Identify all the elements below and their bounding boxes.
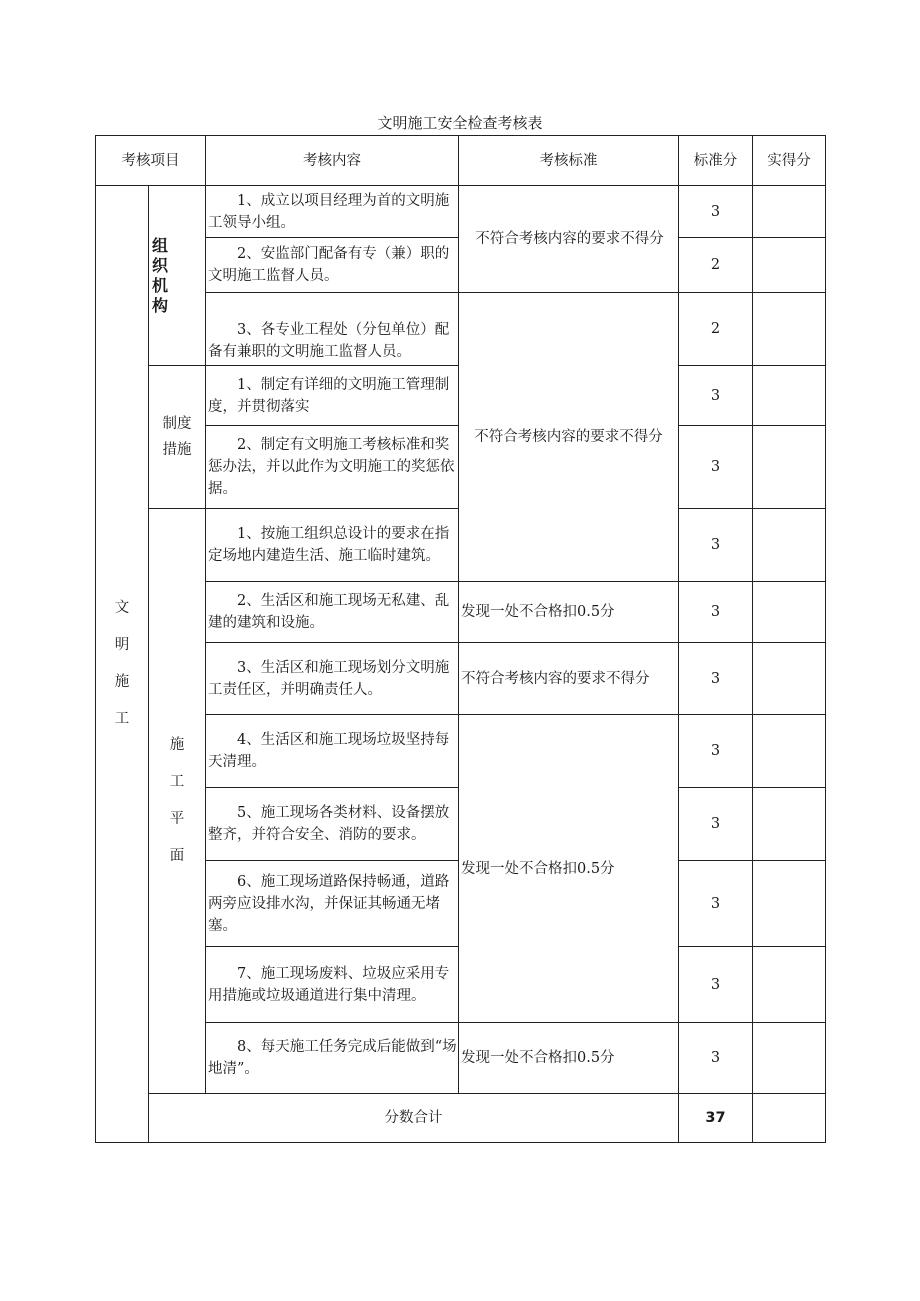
content-cell: 2、制定有文明施工考核标准和奖惩办法，并以此作为文明施工的奖惩依据。 bbox=[206, 426, 459, 509]
content-cell: 3、各专业工程处（分包单位）配备有兼职的文明施工监督人员。 bbox=[206, 293, 459, 366]
std-score-cell: 3 bbox=[679, 861, 753, 947]
actual-score-cell[interactable] bbox=[753, 1023, 826, 1094]
std-score-cell: 3 bbox=[679, 582, 753, 643]
content-cell: 1、制定有详细的文明施工管理制度，并贯彻落实 bbox=[206, 366, 459, 426]
content-cell: 1、按施工组织总设计的要求在指定场地内建造生活、施工临时建筑。 bbox=[206, 509, 459, 582]
standard-cell: 不符合考核内容的要求不得分 bbox=[459, 643, 679, 715]
table-row bbox=[96, 715, 826, 788]
group-system: 制度 措施 bbox=[149, 366, 206, 509]
actual-score-cell[interactable] bbox=[753, 582, 826, 643]
content-cell: 7、施工现场废料、垃圾应采用专用措施或垃圾通道进行集中清理。 bbox=[206, 947, 459, 1023]
standard-cell: 发现一处不合格扣0.5分 bbox=[459, 1023, 679, 1094]
actual-score-cell[interactable] bbox=[753, 238, 826, 293]
standard-cell: 不符合考核内容的要求不得分 bbox=[459, 293, 679, 582]
content-cell: 6、施工现场道路保持畅通，道路两旁应设排水沟，并保证其畅通无堵塞。 bbox=[206, 861, 459, 947]
header-item: 考核项目 bbox=[96, 136, 206, 186]
std-score-cell: 2 bbox=[679, 238, 753, 293]
standard-cell: 不符合考核内容的要求不得分 bbox=[459, 186, 679, 293]
total-row bbox=[96, 1094, 826, 1143]
content-cell: 1、成立以项目经理为首的文明施工领导小组。 bbox=[206, 186, 459, 238]
std-score-cell: 3 bbox=[679, 947, 753, 1023]
std-score-cell: 3 bbox=[679, 366, 753, 426]
table-row bbox=[96, 582, 826, 643]
table-row bbox=[96, 1023, 826, 1094]
header-std-score: 标准分 bbox=[679, 136, 753, 186]
page-title: 文明施工安全检查考核表 bbox=[377, 114, 543, 132]
standard-cell: 发现一处不合格扣0.5分 bbox=[459, 582, 679, 643]
content-cell: 8、每天施工任务完成后能做到“场地清”。 bbox=[206, 1023, 459, 1094]
actual-score-cell[interactable] bbox=[753, 715, 826, 788]
std-score-cell: 3 bbox=[679, 788, 753, 861]
std-score-cell: 3 bbox=[679, 715, 753, 788]
std-score-cell: 2 bbox=[679, 293, 753, 366]
group-site: 施 工 平 面 bbox=[149, 509, 206, 1094]
std-score-cell: 3 bbox=[679, 1023, 753, 1094]
actual-score-cell[interactable] bbox=[753, 509, 826, 582]
content-cell: 3、生活区和施工现场划分文明施工责任区，并明确责任人。 bbox=[206, 643, 459, 715]
total-value: 37 bbox=[679, 1094, 753, 1143]
content-cell: 5、施工现场各类材料、设备摆放整齐，并符合安全、消防的要求。 bbox=[206, 788, 459, 861]
content-cell: 4、生活区和施工现场垃圾坚持每天清理。 bbox=[206, 715, 459, 788]
std-score-cell: 3 bbox=[679, 643, 753, 715]
actual-score-cell[interactable] bbox=[753, 426, 826, 509]
std-score-cell: 3 bbox=[679, 509, 753, 582]
standard-cell: 发现一处不合格扣0.5分 bbox=[459, 715, 679, 1023]
content-cell: 2、安监部门配备有专（兼）职的文明施工监督人员。 bbox=[206, 238, 459, 293]
actual-score-cell[interactable] bbox=[753, 366, 826, 426]
actual-score-cell[interactable] bbox=[753, 861, 826, 947]
std-score-cell: 3 bbox=[679, 186, 753, 238]
assessment-table bbox=[95, 135, 826, 1143]
total-label: 分数合计 bbox=[149, 1094, 679, 1143]
category-cell: 文 明 施 工 bbox=[96, 186, 149, 1143]
header-row bbox=[96, 136, 826, 186]
header-standard: 考核标准 bbox=[459, 136, 679, 186]
std-score-cell: 3 bbox=[679, 426, 753, 509]
actual-score-cell[interactable] bbox=[753, 788, 826, 861]
table-row bbox=[96, 186, 826, 238]
actual-score-cell[interactable] bbox=[753, 643, 826, 715]
header-actual-score: 实得分 bbox=[753, 136, 826, 186]
table-row bbox=[96, 643, 826, 715]
actual-score-cell[interactable] bbox=[753, 293, 826, 366]
content-cell: 2、生活区和施工现场无私建、乱建的建筑和设施。 bbox=[206, 582, 459, 643]
actual-score-cell[interactable] bbox=[753, 186, 826, 238]
total-actual-cell[interactable] bbox=[753, 1094, 826, 1143]
actual-score-cell[interactable] bbox=[753, 947, 826, 1023]
header-content: 考核内容 bbox=[206, 136, 459, 186]
group-org: 组 织 机 构 bbox=[149, 186, 206, 366]
table-row bbox=[96, 293, 826, 366]
